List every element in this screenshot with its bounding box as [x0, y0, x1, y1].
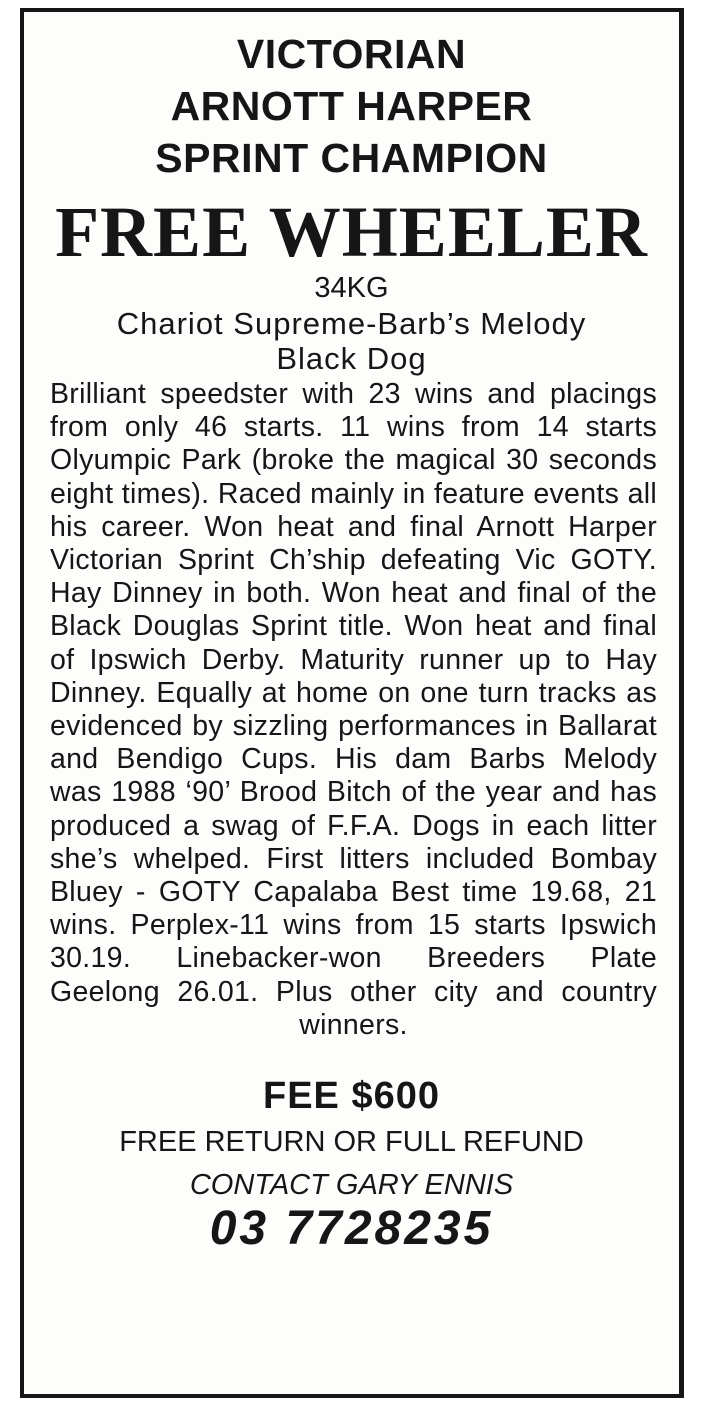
phone-number: 03 7728235 [209, 1202, 494, 1256]
contact-name: CONTACT GARY ENNIS [189, 1169, 514, 1202]
dog-weight: 34KG [314, 272, 389, 304]
refund-terms: FREE RETURN OR FULL REFUND [119, 1126, 584, 1159]
dog-colour: Black Dog [276, 341, 427, 376]
dog-name: FREE WHEELER [55, 192, 648, 272]
stud-fee: FEE $600 [263, 1075, 440, 1118]
dog-pedigree: Chariot Supreme-Barb’s Melody [116, 306, 587, 341]
title-line-3: SPRINT CHAMPION [155, 135, 548, 181]
advertisement-frame [20, 8, 684, 1398]
title-line-1: VICTORIAN [236, 31, 467, 77]
title-line-2: ARNOTT HARPER [170, 83, 533, 129]
title-block [24, 28, 679, 184]
description-paragraph: Brilliant speedster with 23 wins and placings from only 46 starts. 11 wins from 14 starts Olyumpic Park (broke the magical 30 seconds eight times). Raced mainly in feature events all his career. Won heat and final Arnott Harper Victorian Sprint Ch’ship defeating Vic GOTY. Hay Dinney in both. Won heat and final of the Black Douglas Sprint title. Won heat and final of Ipswich Derby. Maturity runner up to Hay Dinney. Equally at home on one turn tracks as evidenced by sizzling performances in Ballarat and Bendigo Cups. His dam Barbs Melody was 1988 ‘90’ Brood Bitch of the year and has produced a swag of F.F.A. Dogs in each litter she’s whelped. First litters included Bombay Bluey - GOTY Capalaba Best time 19.68, 21 wins. Perplex-11 wins from 15 starts Ipswich 30.19. Linebacker-won Breeders Plate Geelong 26.01. Plus other city and country winners. [50, 378, 657, 1041]
